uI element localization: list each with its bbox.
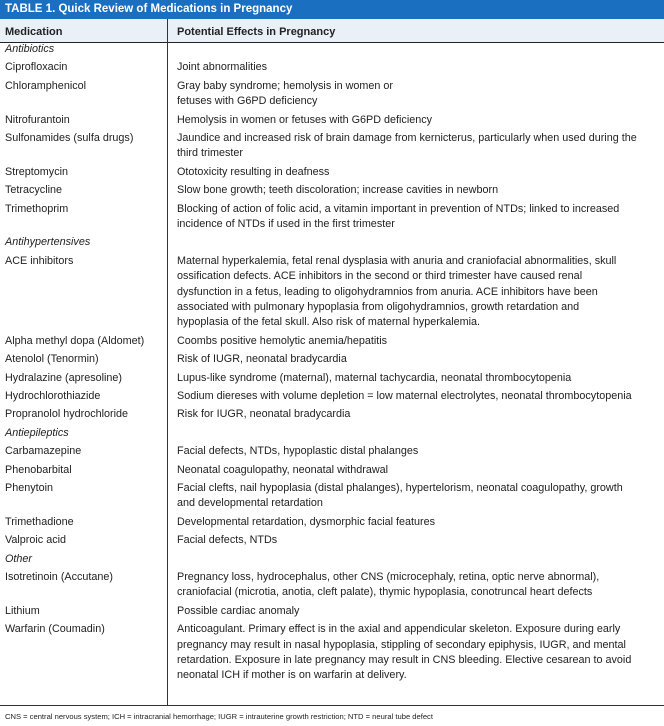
medication-name: Atenolol (Tenormin) (5, 353, 99, 366)
effect-line: Pregnancy loss, hydrocephalus, other CNS (microcephaly, retina, optic nerve abnormal), (177, 571, 600, 583)
effect-line: Sodium diereses with volume depletion = low maternal electrolytes, neonatal thrombocytopenia (177, 390, 632, 402)
group-label: Antihypertensives (5, 236, 91, 249)
group-label: Antiepileptics (5, 426, 69, 439)
medication-name: Alpha methyl dopa (Aldomet) (5, 334, 145, 347)
effect-line: Blocking of action of folic acid, a vitamin important in prevention of NTDs; linked to increased (177, 202, 620, 215)
medication-name: Isotretinoin (Accutane) (5, 571, 114, 583)
effect-line: Lupus-like syndrome (maternal), maternal tachycardia, neonatal thrombocytopenia (177, 371, 572, 384)
table-footnote: CNS = central nervous system; ICH = intracranial hemorrhage; IUGR = intrauterine growth restriction; NTD = neural tube defect (5, 712, 433, 721)
effect-line: Facial clefts, nail hypoplasia (distal phalanges), hypertelorism, neonatal coagulopathy, growth (177, 482, 623, 494)
medication-name: Lithium (5, 604, 40, 617)
medication-name: Phenytoin (5, 482, 54, 494)
effect-line: Anticoagulant. Primary effect is in the axial and appendicular skeleton. Exposure during early (177, 623, 621, 636)
effect-line: third trimester (177, 147, 243, 160)
effect-line: and developmental retardation (177, 497, 323, 510)
medication-name: Hydralazine (apresoline) (5, 371, 123, 384)
effect-line: Joint abnormalities (177, 61, 268, 74)
table-body (0, 42, 664, 705)
effect-line: incidence of NTDs if used in the first trimester (177, 218, 395, 230)
header-effects: Potential Effects in Pregnancy (177, 26, 336, 38)
medication-name: Warfarin (Coumadin) (5, 623, 105, 636)
effect-line: Neonatal coagulopathy, neonatal withdrawal (177, 463, 389, 476)
group-label: Antibiotics (5, 43, 55, 55)
table-bottom-rule (0, 705, 664, 706)
effect-line: hypoplasia of the fetal skull. Also risk of maternal hyperkalemia. (177, 316, 481, 329)
medication-name: Tetracycline (5, 184, 63, 197)
effect-line: Gray baby syndrome; hemolysis in women or (177, 79, 394, 92)
effect-line: Possible cardiac anomaly (177, 604, 300, 617)
medication-name: Trimethoprim (5, 202, 69, 215)
medication-name: Phenobarbital (5, 463, 72, 476)
effect-line: neonatal ICH if mother is on warfarin at delivery. (177, 669, 407, 682)
medication-name: Chloramphenicol (5, 79, 87, 92)
effect-line: retardation. Exposure in late pregnancy may result in CNS bleeding. Elective cesarean to avoid (177, 654, 632, 666)
effect-line: Jaundice and increased risk of brain damage from kernicterus, particularly when used during the (177, 132, 637, 144)
effect-line: Risk of IUGR, neonatal bradycardia (177, 353, 347, 366)
medication-name: Sulfonamides (sulfa drugs) (5, 132, 134, 144)
effect-line: Maternal hyperkalemia, fetal renal dysplasia with anuria and craniofacial abnormalities, skull (177, 254, 617, 267)
effect-line: Coombs positive hemolytic anemia/hepatitis (177, 334, 388, 347)
effect-line: craniofacial (microtia, anotia, cleft palate), thymic hypoplasia, conotruncal heart defects (177, 586, 593, 599)
effect-line: Facial defects, NTDs (177, 534, 278, 547)
effect-line: Developmental retardation, dysmorphic facial features (177, 515, 436, 528)
effect-line: Risk for IUGR, neonatal bradycardia (177, 408, 351, 421)
medication-name: Carbamazepine (5, 445, 82, 458)
table-header-row (0, 19, 664, 42)
effect-line: dysfunction in a fetus, leading to oligohydramnios from anuria. ACE inhibitors have been (177, 285, 598, 298)
medication-name: Propranolol hydrochloride (5, 408, 129, 421)
medication-name: Nitrofurantoin (5, 113, 70, 126)
effect-line: fetuses with G6PD deficiency (177, 95, 318, 108)
group-label: Other (5, 552, 33, 565)
medication-name: Hydrochlorothiazide (5, 390, 101, 402)
effect-line: Slow bone growth; teeth discoloration; increase cavities in newborn (177, 184, 499, 197)
medication-name: Streptomycin (5, 165, 69, 178)
medication-name: Valproic acid (5, 534, 67, 547)
effect-line: Facial defects, NTDs, hypoplastic distal phalanges (177, 445, 419, 458)
effect-line: Hemolysis in women or fetuses with G6PD deficiency (177, 113, 433, 126)
medication-name: ACE inhibitors (5, 254, 74, 267)
effect-line: pregnancy may result in nasal hypoplasia, stippling of secondary epiphysis, IUGR, and mental (177, 638, 626, 651)
effect-line: ossification defects. ACE inhibitors in the second or third trimester have caused renal (177, 270, 583, 283)
table-title: TABLE 1. Quick Review of Medications in Pregnancy (0, 0, 664, 19)
medication-name: Trimethadione (5, 515, 74, 528)
header-medication: Medication (5, 26, 63, 38)
effect-line: Ototoxicity resulting in deafness (177, 165, 330, 178)
effect-line: associated with pulmonary hypoplasia from oligohydramnios, growth retardation and (177, 301, 580, 313)
medication-name: Ciprofloxacin (5, 61, 68, 74)
